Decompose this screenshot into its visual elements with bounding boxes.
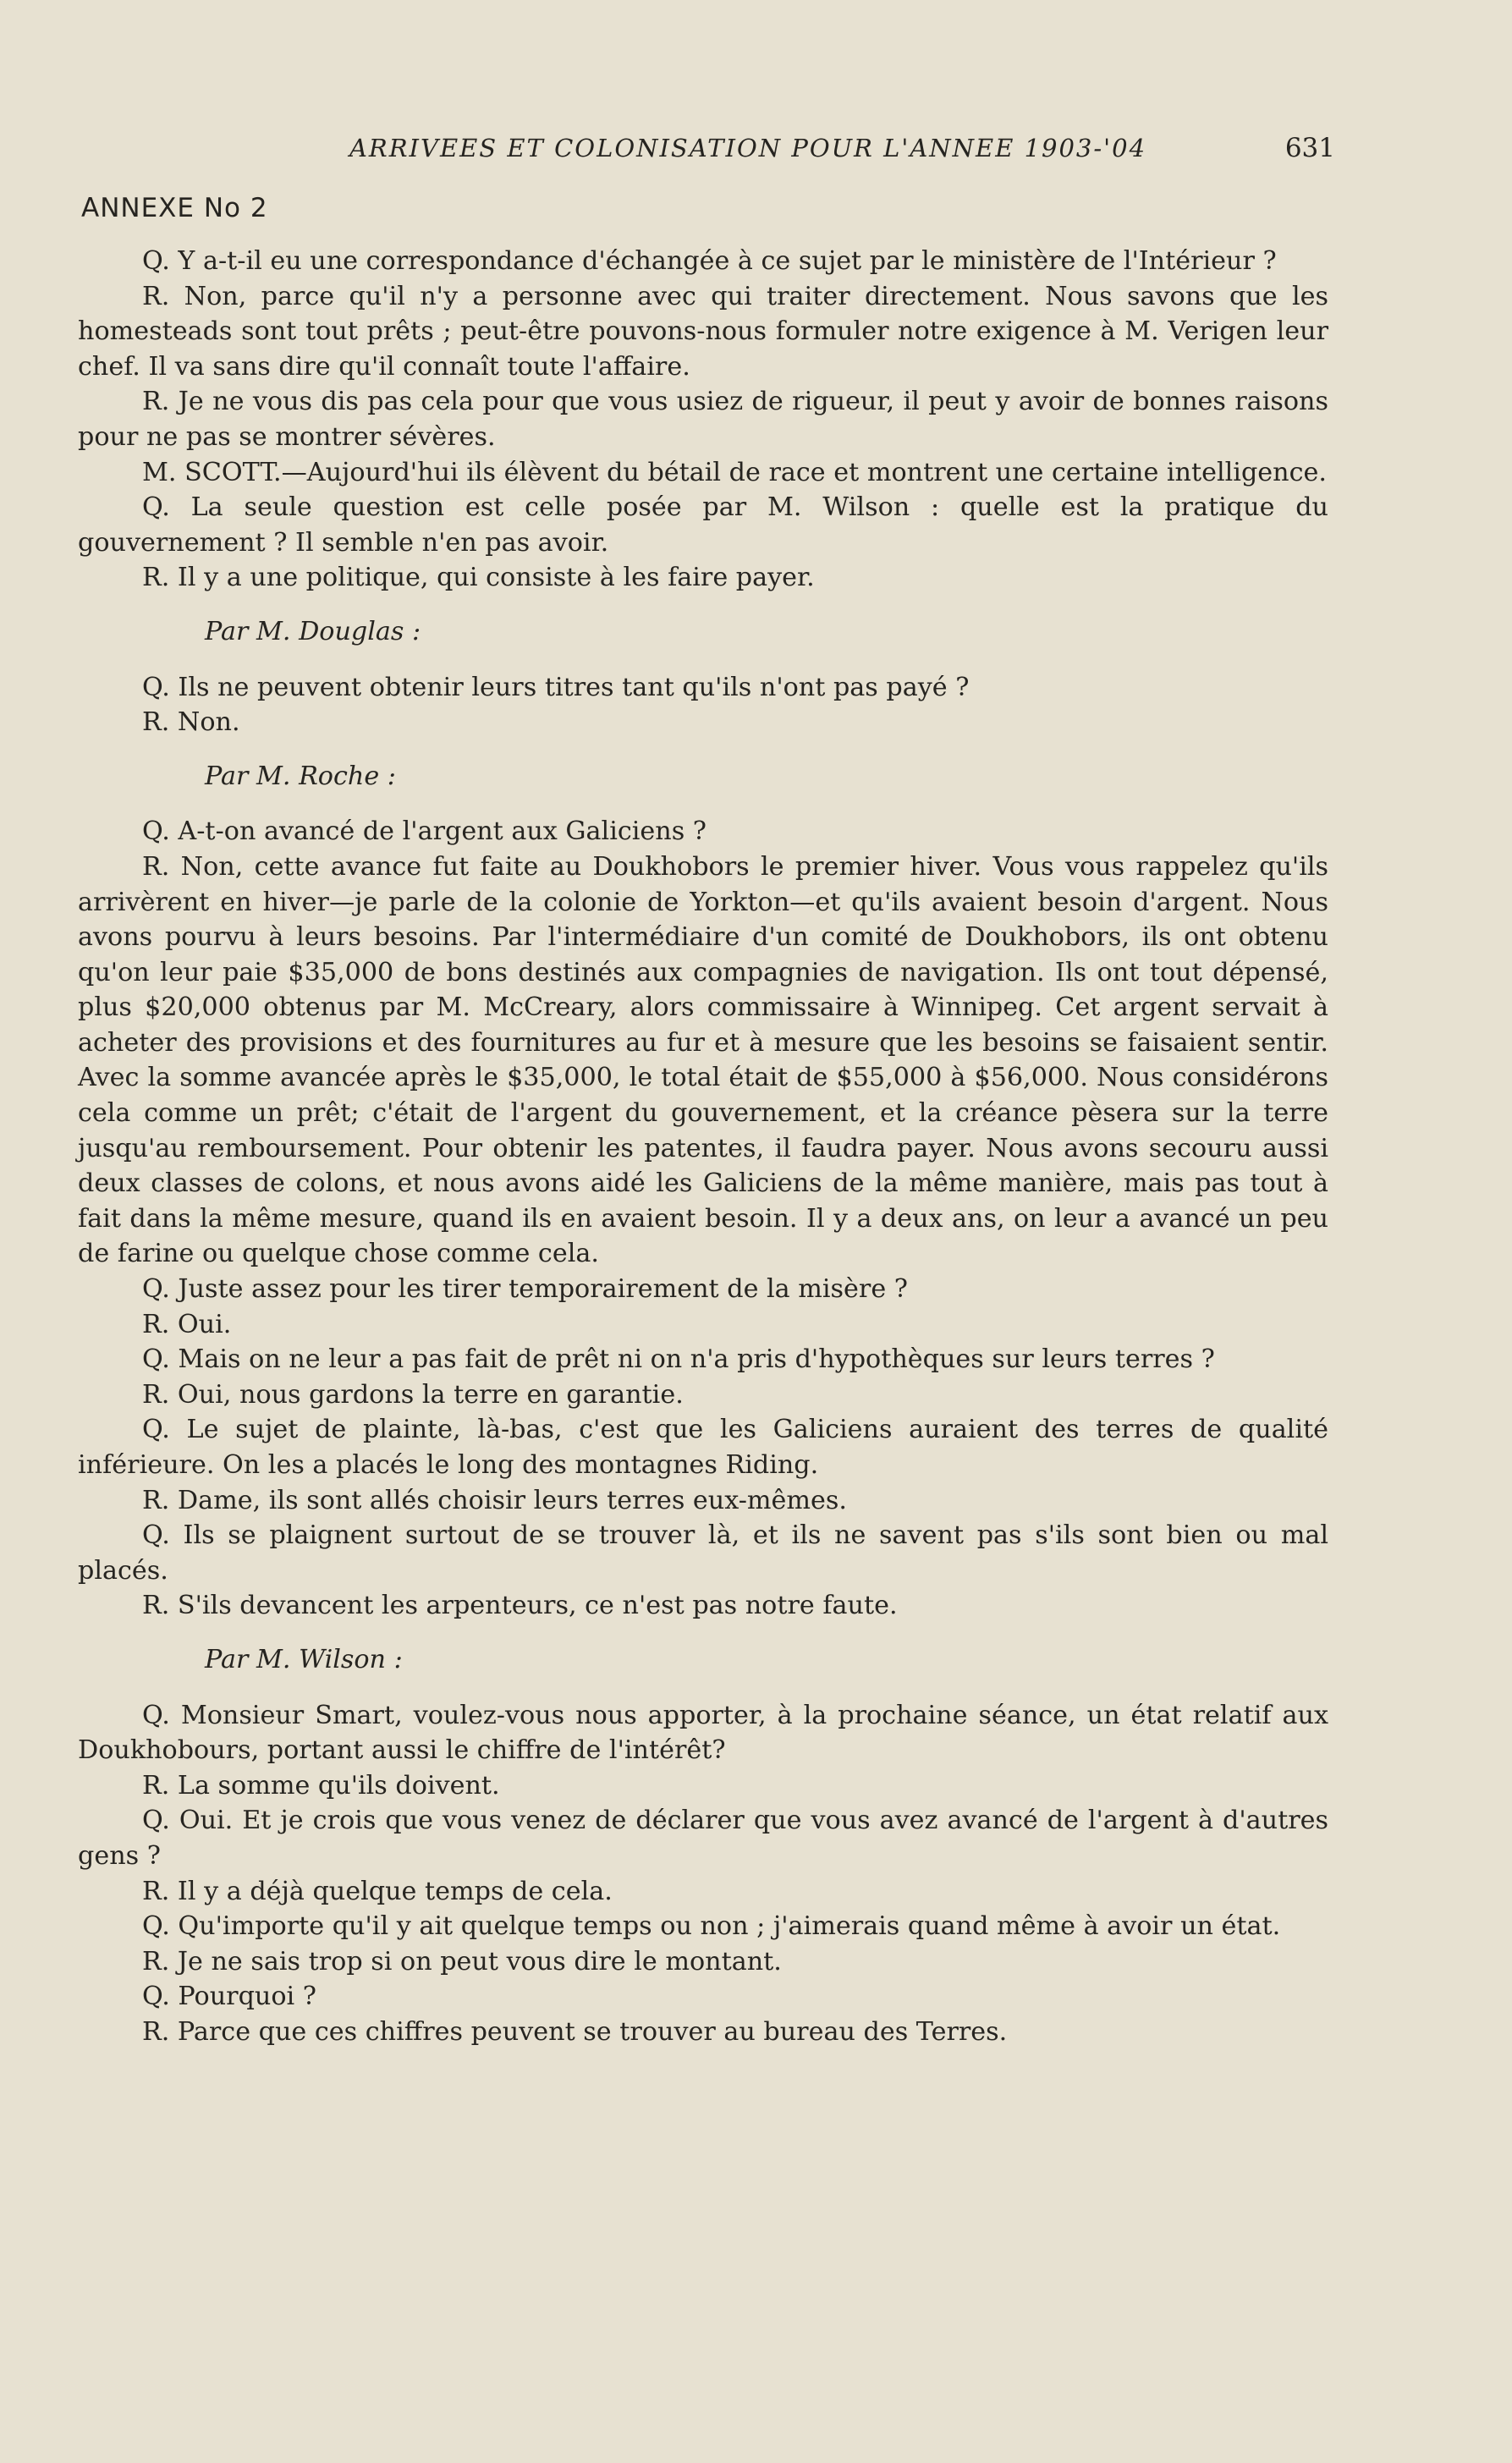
page-number: 631 (1284, 133, 1335, 163)
page-header (76, 127, 1335, 169)
paragraph: R. Je ne vous dis pas cela pour que vous usiez de rigueur, il peut y avoir de bonnes raisons pour ne pas se montrer sévères. (78, 387, 1328, 452)
paragraph: R. Oui. (142, 1309, 232, 1339)
paragraph: Q. Pourquoi ? (142, 1982, 316, 2012)
paragraph: R. Dame, ils sont allés choisir leurs terres eux-mêmes. (142, 1485, 848, 1515)
speaker-heading: Par M. Wilson : (205, 1644, 403, 1674)
paragraph: M. SCOTT.—Aujourd'hui ils élèvent du bétail de race et montrent une certaine intelligence. (142, 457, 1327, 487)
paragraph: Q. Juste assez pour les tirer temporairement de la misère ? (142, 1274, 908, 1305)
paragraph: Q. A-t-on avancé de l'argent aux Galiciens ? (142, 816, 707, 847)
paragraph: R. S'ils devancent les arpenteurs, ce n'est pas notre faute. (142, 1591, 898, 1621)
paragraph: Q. Y a-t-il eu une correspondance d'échangée à ce sujet par le ministère de l'Intérieur ? (142, 246, 1277, 276)
paragraph: R. Parce que ces chiffres peuvent se trouver au bureau des Terres. (142, 2016, 1008, 2047)
paragraph: Q. Le sujet de plainte, là-bas, c'est que les Galiciens auraient des terres de qualité inférieure. On les a placés le long des montagnes Riding. (78, 1415, 1328, 1480)
paragraph: Q. Mais on ne leur a pas fait de prêt ni on n'a pris d'hypothèques sur leurs terres ? (142, 1344, 1215, 1375)
paragraph: R. Je ne sais trop si on peut vous dire le montant. (142, 1946, 782, 1976)
paragraph: R. Oui, nous gardons la terre en garantie. (142, 1379, 684, 1410)
paragraph: R. Il y a une politique, qui consiste à les faire payer. (142, 563, 815, 593)
running-title: ARRIVEES ET COLONISATION POUR L'ANNEE 1903-'04 (349, 134, 1147, 162)
paragraph: R. Non, cette avance fut faite au Doukhobors le premier hiver. Vous vous rappelez qu'ils arrivèrent en hiver—je parle de la colonie de Yorkton—et qu'ils avaient besoin d'argent. Nous avons pourvu à leurs besoins. Par l'intermédiaire d'un comité de Doukhobors, ils ont obtenu qu'on leur paie $35,000 de bons destinés aux compagnies de navigation. Ils ont tout dépensé, plus $20,000 obtenus par M. McCreary, alors commissaire à Winnipeg. Cet argent servait à acheter des provisions et des fournitures au fur et à mesure que les besoins se faisaient sentir. Avec la somme avancée après le $35,000, le total était de $55,000 à $56,000. Nous considérons cela comme un prêt; c'était de l'argent du gouvernement, et la créance pèsera sur la terre jusqu'au remboursement. Pour obtenir les patentes, il faudra payer. Nous avons secouru aussi deux classes de colons, et nous avons aidé les Galiciens de la même manière, mais pas tout à fait dans la même mesure, quand ils en avaient besoin. Il y a deux ans, on leur a avancé un peu de farine ou quelque chose comme cela. (78, 851, 1328, 1269)
paragraph: Q. Monsieur Smart, voulez-vous nous apporter, à la prochaine séance, un état relatif aux Doukhobours, portant aussi le chiffre de l'intérêt? (78, 1700, 1328, 1766)
paragraph: Q. Ils ne peuvent obtenir leurs titres tant qu'ils n'ont pas payé ? (142, 672, 970, 702)
paragraph: R. Il y a déjà quelque temps de cela. (142, 1876, 613, 1906)
paragraph: Q. Qu'importe qu'il y ait quelque temps ou non ; j'aimerais quand même à avoir un état. (142, 1911, 1281, 1942)
paragraph: R. Non. (142, 707, 240, 738)
speaker-heading: Par M. Douglas : (205, 616, 421, 646)
paragraph: R. La somme qu'ils doivent. (142, 1770, 500, 1801)
body-text (78, 244, 1328, 2050)
paragraph: Q. La seule question est celle posée par M. Wilson : quelle est la pratique du gouvernement ? Il semble n'en pas avoir. (78, 492, 1328, 558)
paragraph: R. Non, parce qu'il n'y a personne avec qui traiter directement. Nous savons que les homesteads sont tout prêts ; peut-être pouvons-nous formuler notre exigence à M. Verigen leur chef. Il va sans dire qu'il connaît toute l'affaire. (78, 281, 1328, 382)
paragraph: Q. Oui. Et je crois que vous venez de déclarer que vous avez avancé de l'argent à d'autres gens ? (78, 1806, 1328, 1871)
speaker-heading: Par M. Roche : (205, 761, 396, 791)
paragraph: Q. Ils se plaignent surtout de se trouver là, et ils ne savent pas s'ils sont bien ou mal placés. (78, 1520, 1328, 1586)
annexe-label: ANNEXE No 2 (81, 193, 268, 223)
